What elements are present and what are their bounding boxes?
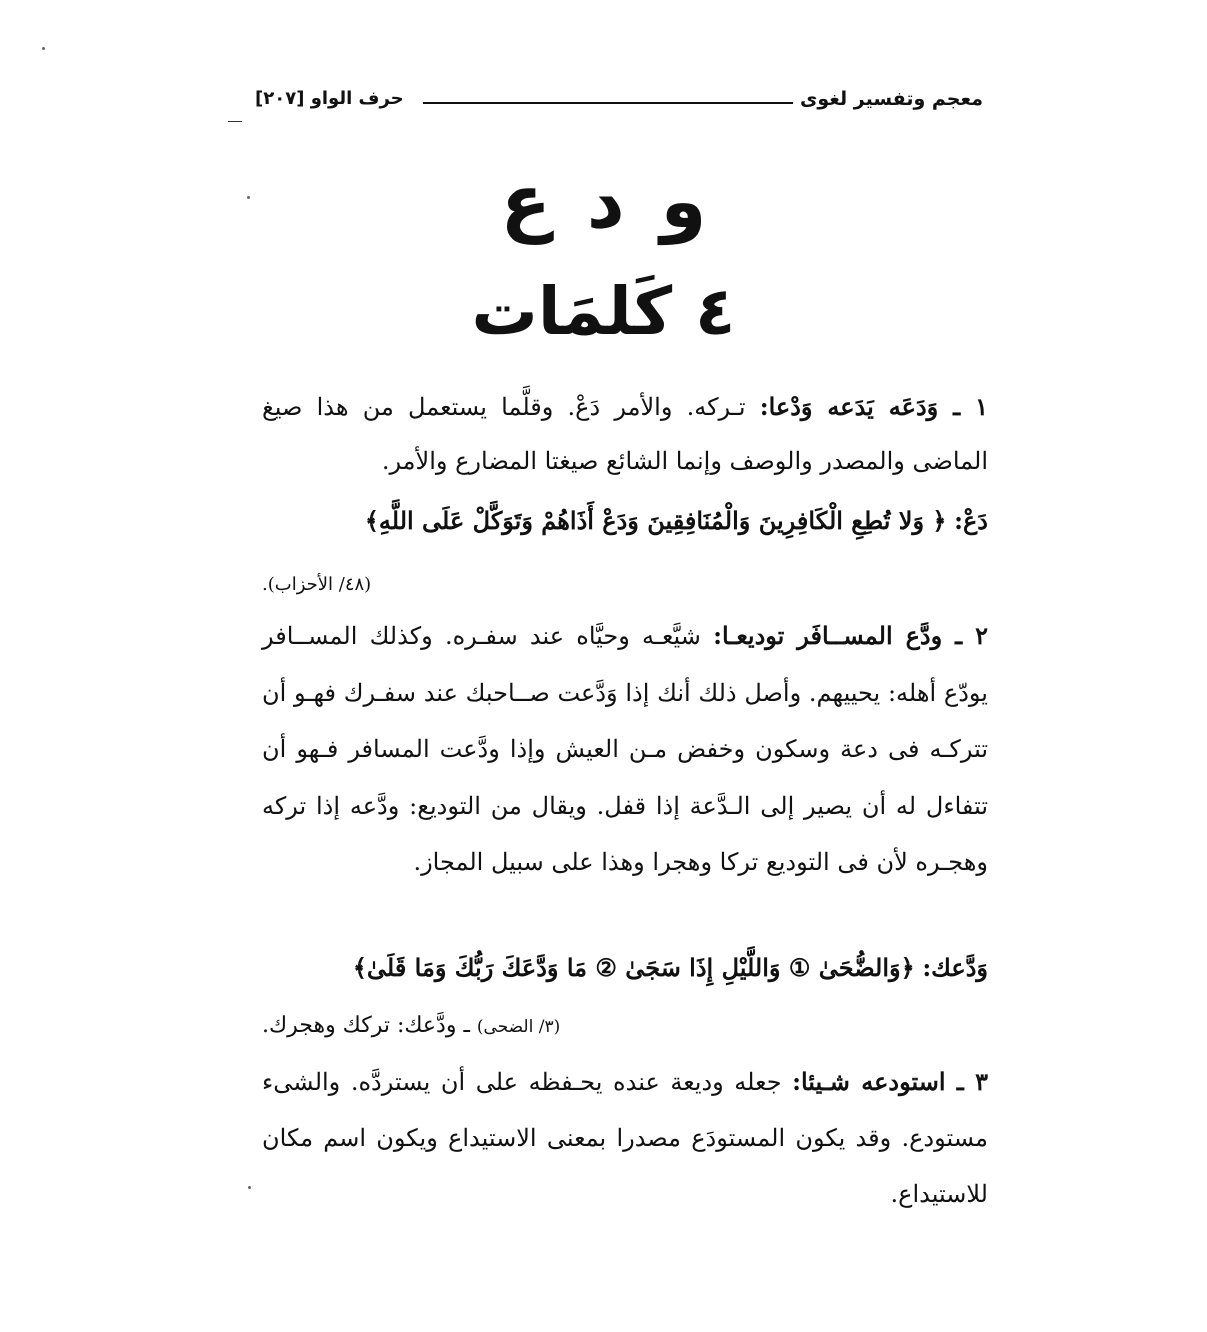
quran-citation-2 — [262, 940, 988, 996]
scan-speck — [42, 47, 45, 50]
running-header — [255, 84, 983, 118]
entry-headword-1: ١ ـ وَدَعَه يَدَعه وَدْعا: — [759, 392, 988, 421]
verse-reference-1: (٤٨/ الأحزاب). — [262, 574, 372, 595]
definition-text-2: شيَّعـه وحيَّاه عند سفـره. وكذلك المســافر يودّع أهله: يحييهم. وأصل ذلك أنك إذا وَدَّعت صــاحبك عند سفـرك فهـو أن تتركـه فى دعة وسكون وخفض مـن العيش وإذا ودَّعت المسافر فـهو أن تتفاءل له أن يصير إلى الـدَّعة إذا قفل. ويقال من التوديع: ودَّعه إذا تركه وهجـره لأن فى التوديع تركا وهجرا وهذا على سبيل المجاز. — [262, 622, 988, 876]
verse-reference-2-label: (٣/ الضحى) — [476, 1017, 561, 1037]
section-and-page-number: حرف الواو [٢٠٧] — [255, 88, 404, 109]
header-rule — [423, 102, 793, 104]
quran-verse-1: ﴿ وَلا تُطِعِ الْكَافِرِينَ وَالْمُنَافِقِينَ وَدَعْ أَذَاهُمْ وَتَوَكَّلْ عَلَى اللَّهِ﴾ — [364, 506, 947, 535]
book-title: معجم وتفسير لغوى — [799, 88, 983, 110]
citation-headword-1: دَعْ: — [954, 506, 988, 535]
scan-speck — [248, 1186, 251, 1189]
quran-citation-1 — [262, 494, 988, 548]
margin-tick — [228, 121, 242, 122]
definition-text-3: جعله وديعة عنده يحـفظه على أن يستردَّه. والشىء مستودع. وقد يكون المستودَع مصدرا بمعنى الاستيداع ويكون اسم مكان للاستيداع. — [262, 1068, 988, 1208]
entry-headword-2: ٢ ـ ودَّع المســافَر توديعـا: — [713, 621, 988, 650]
verse-gloss-2: ـ ودَّعك: تركك وهجرك. — [262, 1013, 470, 1038]
citation-headword-2: وَدَّعك: — [922, 953, 988, 982]
verse-reference-2 — [262, 1004, 988, 1049]
entry-headword-3: ٣ ـ استودعه شـيئا: — [792, 1067, 988, 1096]
word-count-heading: ٤ كَلمَات — [471, 273, 736, 350]
definition-paragraph-1 — [262, 380, 988, 488]
root-heading: و د ع — [500, 159, 707, 245]
definition-paragraph-3 — [262, 1054, 988, 1222]
definition-paragraph-2 — [262, 608, 988, 891]
scan-speck — [247, 196, 250, 199]
definition-text-1: تـركه. والأمر دَعْ. وقلَّما يستعمل من هذا صيغ الماضى والمصدر والوصف وإنما الشائع صيغتا المضارع والأمر. — [262, 393, 988, 475]
quran-verse-2: ﴿وَالضُّحَىٰ ① وَاللَّيْلِ إِذَا سَجَىٰ ② مَا وَدَّعَكَ رَبُّكَ وَمَا قَلَىٰ﴾ — [352, 953, 915, 982]
